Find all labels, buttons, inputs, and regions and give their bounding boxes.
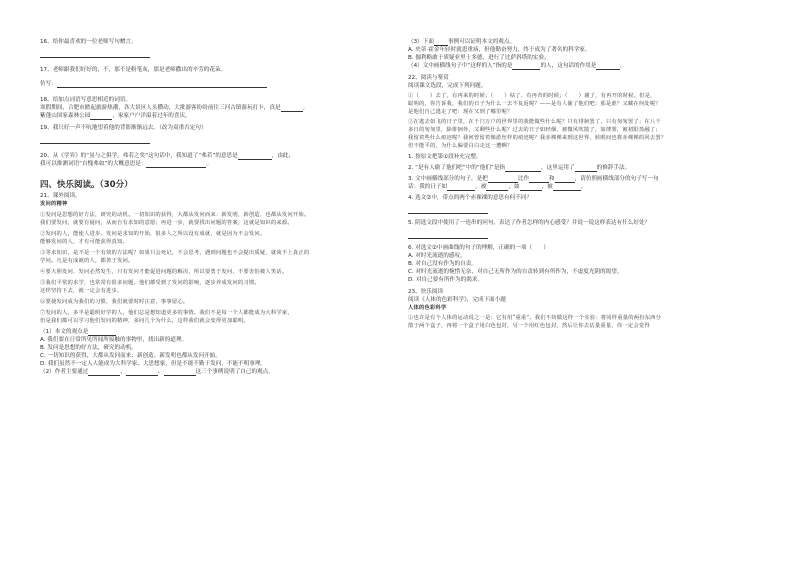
sub-question-4: （4）文中画横线句子中“这样的人”指的是 的人，这句话的作用是 。 — [408, 63, 627, 69]
answer-line-16[interactable] — [40, 46, 150, 58]
right-column — [408, 38, 768, 330]
excerpt-para-1: ①（ ）去了，有再来的时候；（ ）枯了，有再青的时候；（ ）谢了，有再开的时候。但是， — [408, 93, 656, 99]
option-c6-d[interactable]: D. 对自己要有所作为的渴求。 — [408, 277, 483, 283]
question-18: 18、给加点词语写意思相近的词语。 — [40, 97, 132, 103]
answer-line-c5[interactable] — [408, 227, 488, 239]
passage-para-1b: 我们要发问，就要有疑问，从而自有求知的意愿；再进一步，就要找出问题的答案，这就是知识的来源。 — [40, 220, 293, 226]
rewrite-label: 仿写： — [40, 81, 57, 87]
sub-question-3: （3）下面 事例可以证明本文的观点。 — [408, 39, 516, 45]
option-r-a[interactable]: A. 史蒂·霍金年轻时就患重病，但他勤奋努力，终于成为了著名的科学家。 — [408, 47, 591, 53]
option-d[interactable]: D. 我们虽然不一定人人能成为大科学家、大思想家，但是不能不勤于发问，不能不明事理。 — [40, 361, 267, 367]
passage-para-4: ④要大胆发问，发问必然发生，只有发问才能促进问题的解决，所以要勇于发问，不要害怕被人笑话。 — [40, 269, 288, 275]
passage-para-5b: 这样坚持下去，就一定会有进步。 — [40, 288, 123, 294]
comprehension-4: 4. 选文②中，带点的两个赤裸裸的意思有何不同？ — [408, 195, 533, 201]
comprehension-3-cont: 话：我的日子如 ，被 ，如 ，被 。 — [408, 184, 587, 190]
blank-20b[interactable] — [146, 162, 206, 168]
passage-23-para-1b: 散于两个盒子，再将一个盒子用白色包封，另一个用红色包封，然后让你去估量重量，你一定会觉得 — [408, 323, 650, 329]
option-c6-a[interactable]: A. 对时光流逝的感叹。 — [408, 253, 466, 259]
passage-para-5: ⑤我们平常的求学，也常常有很多问题，他们都受到了发问的影响，逐步养成发问的习惯。 — [40, 280, 260, 286]
question-16: 16、给你最喜欢的一位老师写句赠言。 — [40, 39, 137, 45]
blank-c3f[interactable] — [520, 185, 542, 191]
option-c[interactable]: C. 一切知识的获得，大都从发问而来；新创造、新发明也都从发问开始。 — [40, 353, 221, 359]
option-c6-b[interactable]: B. 对自己没有作为的自责。 — [408, 261, 477, 267]
passage-para-7b: 但是我们都可以学习他们发问的精神，多问几个为什么，这样我们就会变得更加聪明。 — [40, 318, 249, 324]
option-b[interactable]: B. 发问是思想的好方法，研究的动机。 — [40, 345, 137, 351]
comprehension-2: 2. “是有人偷了他们吧”中的“他们”是指 ，这里运用了 的修辞手法。 — [408, 165, 631, 171]
passage-para-3b: 学问。凡是有成就的人，都善于发问。 — [40, 258, 134, 264]
sub-question-2: （2）作者主要通过 、 、 这三个事例说明了自己的观点。 — [40, 369, 274, 375]
blank-c3e[interactable] — [486, 185, 508, 191]
question-17-rewrite — [40, 80, 360, 88]
question-17: 17、老师跟我们好好的，不，那不是粉笔灰，那是老师撒出的辛劳的花朵。 — [40, 67, 227, 73]
blank-sub2a[interactable] — [88, 370, 120, 376]
excerpt-para-2: ②在逃去如飞的日子里，在千门万户的世界里的我能做些什么呢？只有徘徊罢了，只有匆匆罢了；在八千 — [408, 119, 661, 125]
blank-18a[interactable] — [281, 106, 303, 112]
question-18-body-2: 紫蓬山国家森林公园 ，家家户户洋溢着过年的喜庆。 — [40, 113, 191, 119]
question-22-intro: 阅读课文选段，完成下列问题。 — [408, 83, 487, 89]
blank-r4a[interactable] — [512, 64, 540, 70]
excerpt-para-2c: 我留着些什么痕迹呢？我何曾留着像游丝样的痕迹呢？我赤裸裸来到这世界，转眼间也将赤裸裸的回去罢？ — [408, 135, 667, 141]
answer-line-19[interactable] — [40, 132, 150, 144]
passage-para-1: ①发问是思想的好方法，研究的动机。一切知识的获得，大都从发问而来：新发明，新创造，也都从发问开始。 — [40, 212, 310, 218]
blank-20a[interactable] — [238, 154, 272, 160]
passage-para-6: ⑥要使发问成为我们的习惯，我们就要时时注意，事事留心。 — [40, 299, 189, 305]
passage-para-2b: 能够发问的人，才有可能获得真知。 — [40, 239, 128, 245]
comprehension-5: 5. 阴选文段中使用了一连串的问句，表达了作者怎样的内心感受？并说一说这样表达有什么好处？ — [408, 220, 651, 226]
sub-question-1: （1）本文的观点是 — [40, 328, 360, 336]
blank-sub2c[interactable] — [164, 370, 196, 376]
passage-para-7: ⑦发问的人，多半是聪明好学的人，他们总是想知道更多的事情。我们不是每一个人都能成为大科学家， — [40, 310, 293, 316]
passage-23-para-1: ①也许是有个人体的运动说之一是：它有用“重重”。我们不妨做这样一个实验：将同样重量的两份东西分 — [408, 315, 662, 321]
blank-c2a[interactable] — [505, 166, 541, 172]
excerpt-para-1c: 是他们自己逃走了吧：现在又到了哪里呢？ — [408, 109, 513, 115]
question-23-intro: 阅读《人体的色彩科学》，完成下面小题 — [408, 297, 506, 303]
question-21: 21、课外阅读。 — [40, 193, 81, 199]
excerpt-para-2d: 但不能平的，为什么偏要白白走这一遭啊？ — [408, 143, 513, 149]
passage-title: 发问的精神 — [40, 201, 68, 207]
blank-c2b[interactable] — [575, 166, 597, 172]
question-19: 19、我只好一声不吭地望着他的背影渐渐远去。（改为双重否定句） — [40, 125, 207, 131]
blank-r4b[interactable] — [596, 64, 620, 70]
blank-c3g[interactable] — [553, 185, 581, 191]
blank-18b[interactable] — [90, 114, 112, 120]
option-r-b[interactable]: B. 伽利略敢于质疑亚里士多德，进行了比萨斜塔的实验。 — [408, 55, 550, 61]
question-20: 20、从《学弈》的“虽与之俱学，弗若之矣”这句话中，我知道了“弗若”的意思是 ，由此， — [40, 153, 295, 159]
section-heading-4: 四、快乐阅读。（30分） — [40, 180, 133, 190]
comprehension-1: 1. 按原文把第①段补充完整。 — [408, 154, 482, 160]
excerpt-para-1b: 聪明的，你告诉我，我们的日子为什么一去不复返呢？——是有人偷了他们吧：那是谁？又藏在何处呢？ — [408, 101, 661, 107]
answer-line-c4[interactable] — [408, 202, 488, 214]
answer-line-17[interactable] — [57, 82, 267, 88]
passage-para-2: ②发问的人，能使人进步。发问是求知的开始，很多人之所以没有成就，就是因为不会发问。 — [40, 231, 266, 237]
left-column — [40, 38, 360, 376]
question-18-body: 寒假期间，合肥市掀起旅游热潮，各大景区人头攒动，大批游客纷纷前往三河古镇游玩打卡，真是 。 — [40, 105, 309, 111]
question-20-cont: 我可以推测词语“自愧弗如”的大概意思是： 。 — [40, 161, 213, 167]
passage-para-3: ③等求知识，是不是一个有效的方法呢？如果只会死记，不会思考，遇到问题也不会提出质疑，就谈不上真正的 — [40, 250, 310, 256]
excerpt-para-2b: 多日的匆匆里，除徘徊外，又剩些什么呢？过去的日子如轻烟，被微风吹散了，如薄雾，被初阳蒸融了； — [408, 127, 661, 133]
passage-23-title: 人体的色彩科学 — [408, 305, 447, 311]
blank-sub2b[interactable] — [126, 370, 158, 376]
question-22: 22、阅读与鉴赏 — [408, 75, 449, 81]
option-a[interactable]: A. 我们要在日常所见所闻所接触的事物里，找出新的道理。 — [40, 337, 188, 343]
option-c6-c[interactable]: C. 对时光流逝的惋惜无奈，对自己无所作为的自责转到有所作为，不虚度光阴的渴望。 — [408, 269, 623, 275]
comprehension-3: 3. 文中画横线部分的句子，是把 比作 和 ，请仿照画横线部分的句子写一句 — [408, 176, 659, 182]
question-23: 23、快乐阅读 — [408, 289, 444, 295]
comprehension-6: 6. 对选文②中画曲线的句子的理解，正确的一项（ ） — [408, 245, 549, 251]
blank-c3d[interactable] — [447, 185, 475, 191]
